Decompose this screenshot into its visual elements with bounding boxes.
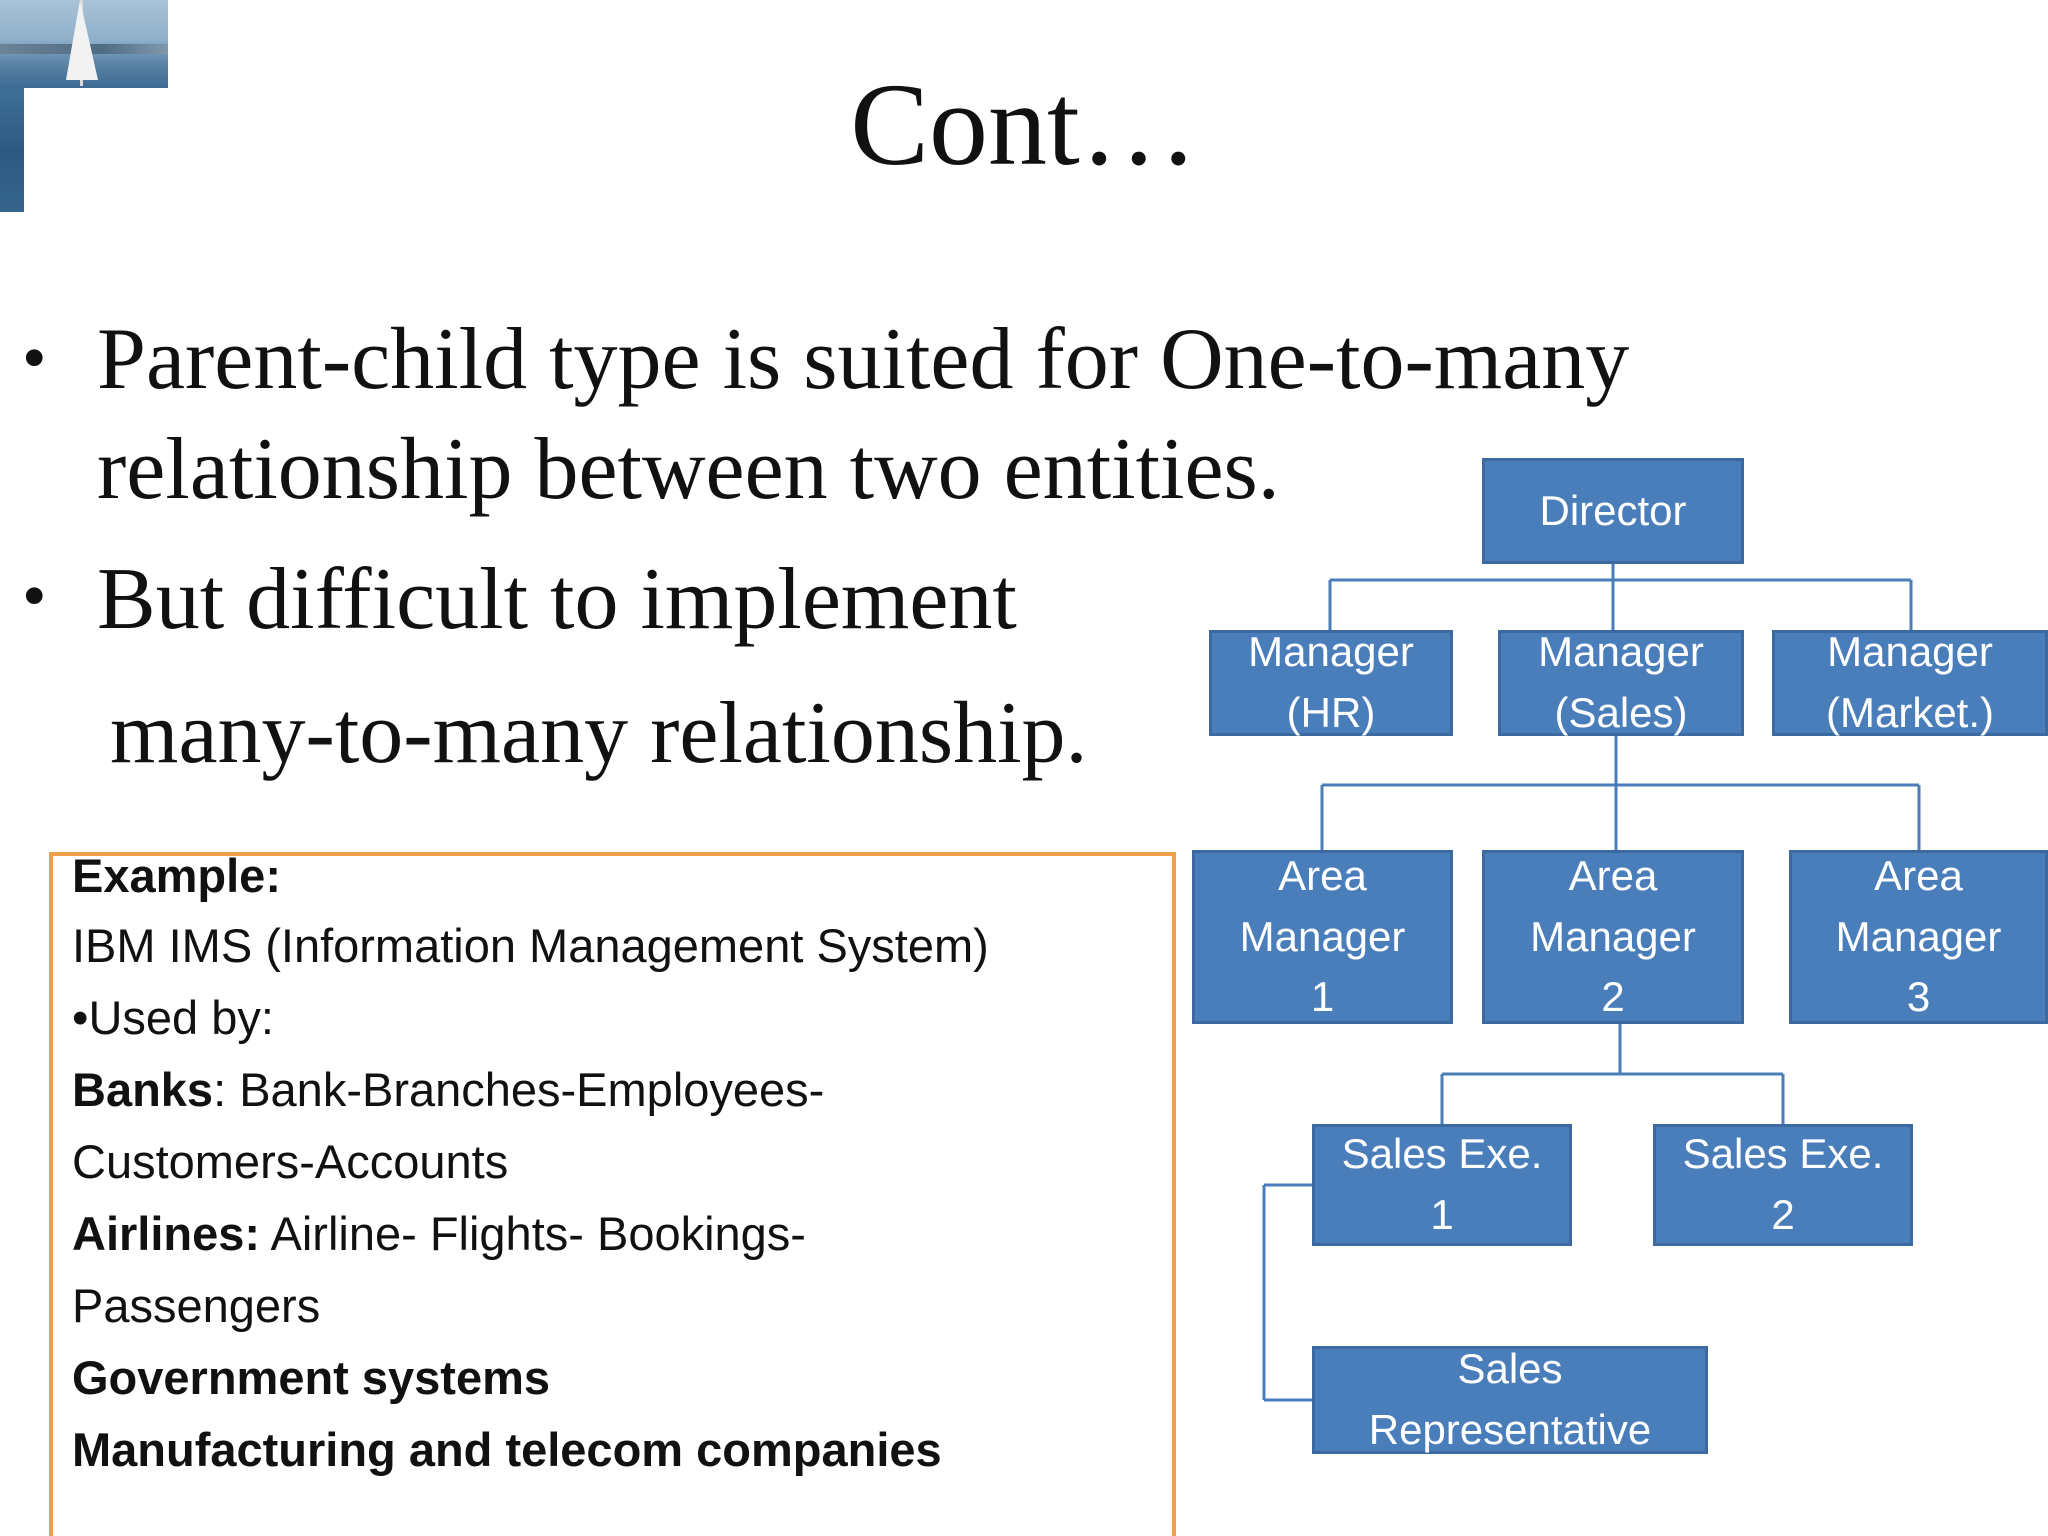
airlines-label: Airlines: <box>72 1207 261 1260</box>
example-system: IBM IMS (Information Management System) <box>72 919 989 972</box>
bullet-2-line-1: But difficult to implement <box>97 551 1017 648</box>
airlines-text: Airline- Flights- Bookings- <box>260 1207 806 1260</box>
example-used-by: •Used by: <box>72 991 274 1044</box>
node-sales-exe-1: Sales Exe. 1 <box>1312 1124 1572 1246</box>
bullet-1-marker: • <box>22 320 47 397</box>
example-banks-cont: Customers-Accounts <box>72 1135 509 1188</box>
bullet-1-line-2: relationship between two entities. <box>97 421 1280 518</box>
bullet-2-marker: • <box>22 558 47 635</box>
node-area-manager-2: Area Manager 2 <box>1482 850 1744 1024</box>
node-manager-hr: Manager (HR) <box>1209 630 1453 736</box>
node-manager-sales: Manager (Sales) <box>1498 630 1744 736</box>
node-director: Director <box>1482 458 1744 564</box>
banks-text: : Bank-Branches-Employees- <box>213 1063 825 1116</box>
slide-title: Cont… <box>850 59 1198 190</box>
bullet-1-line-1: Parent-child type is suited for One-to-many <box>97 311 1630 408</box>
node-sales-exe-2: Sales Exe. 2 <box>1653 1124 1913 1246</box>
bullet-2-line-2: many-to-many relationship. <box>110 685 1088 782</box>
example-airlines-cont: Passengers <box>72 1279 321 1332</box>
node-area-manager-1: Area Manager 1 <box>1192 850 1453 1024</box>
example-heading: Example: <box>72 849 281 902</box>
node-area-manager-3: Area Manager 3 <box>1789 850 2048 1024</box>
node-manager-market: Manager (Market.) <box>1772 630 2048 736</box>
banks-label: Banks <box>72 1063 214 1116</box>
example-manufacturing: Manufacturing and telecom companies <box>72 1423 942 1476</box>
example-government: Government systems <box>72 1351 551 1404</box>
node-sales-representative: Sales Representative <box>1312 1346 1708 1454</box>
